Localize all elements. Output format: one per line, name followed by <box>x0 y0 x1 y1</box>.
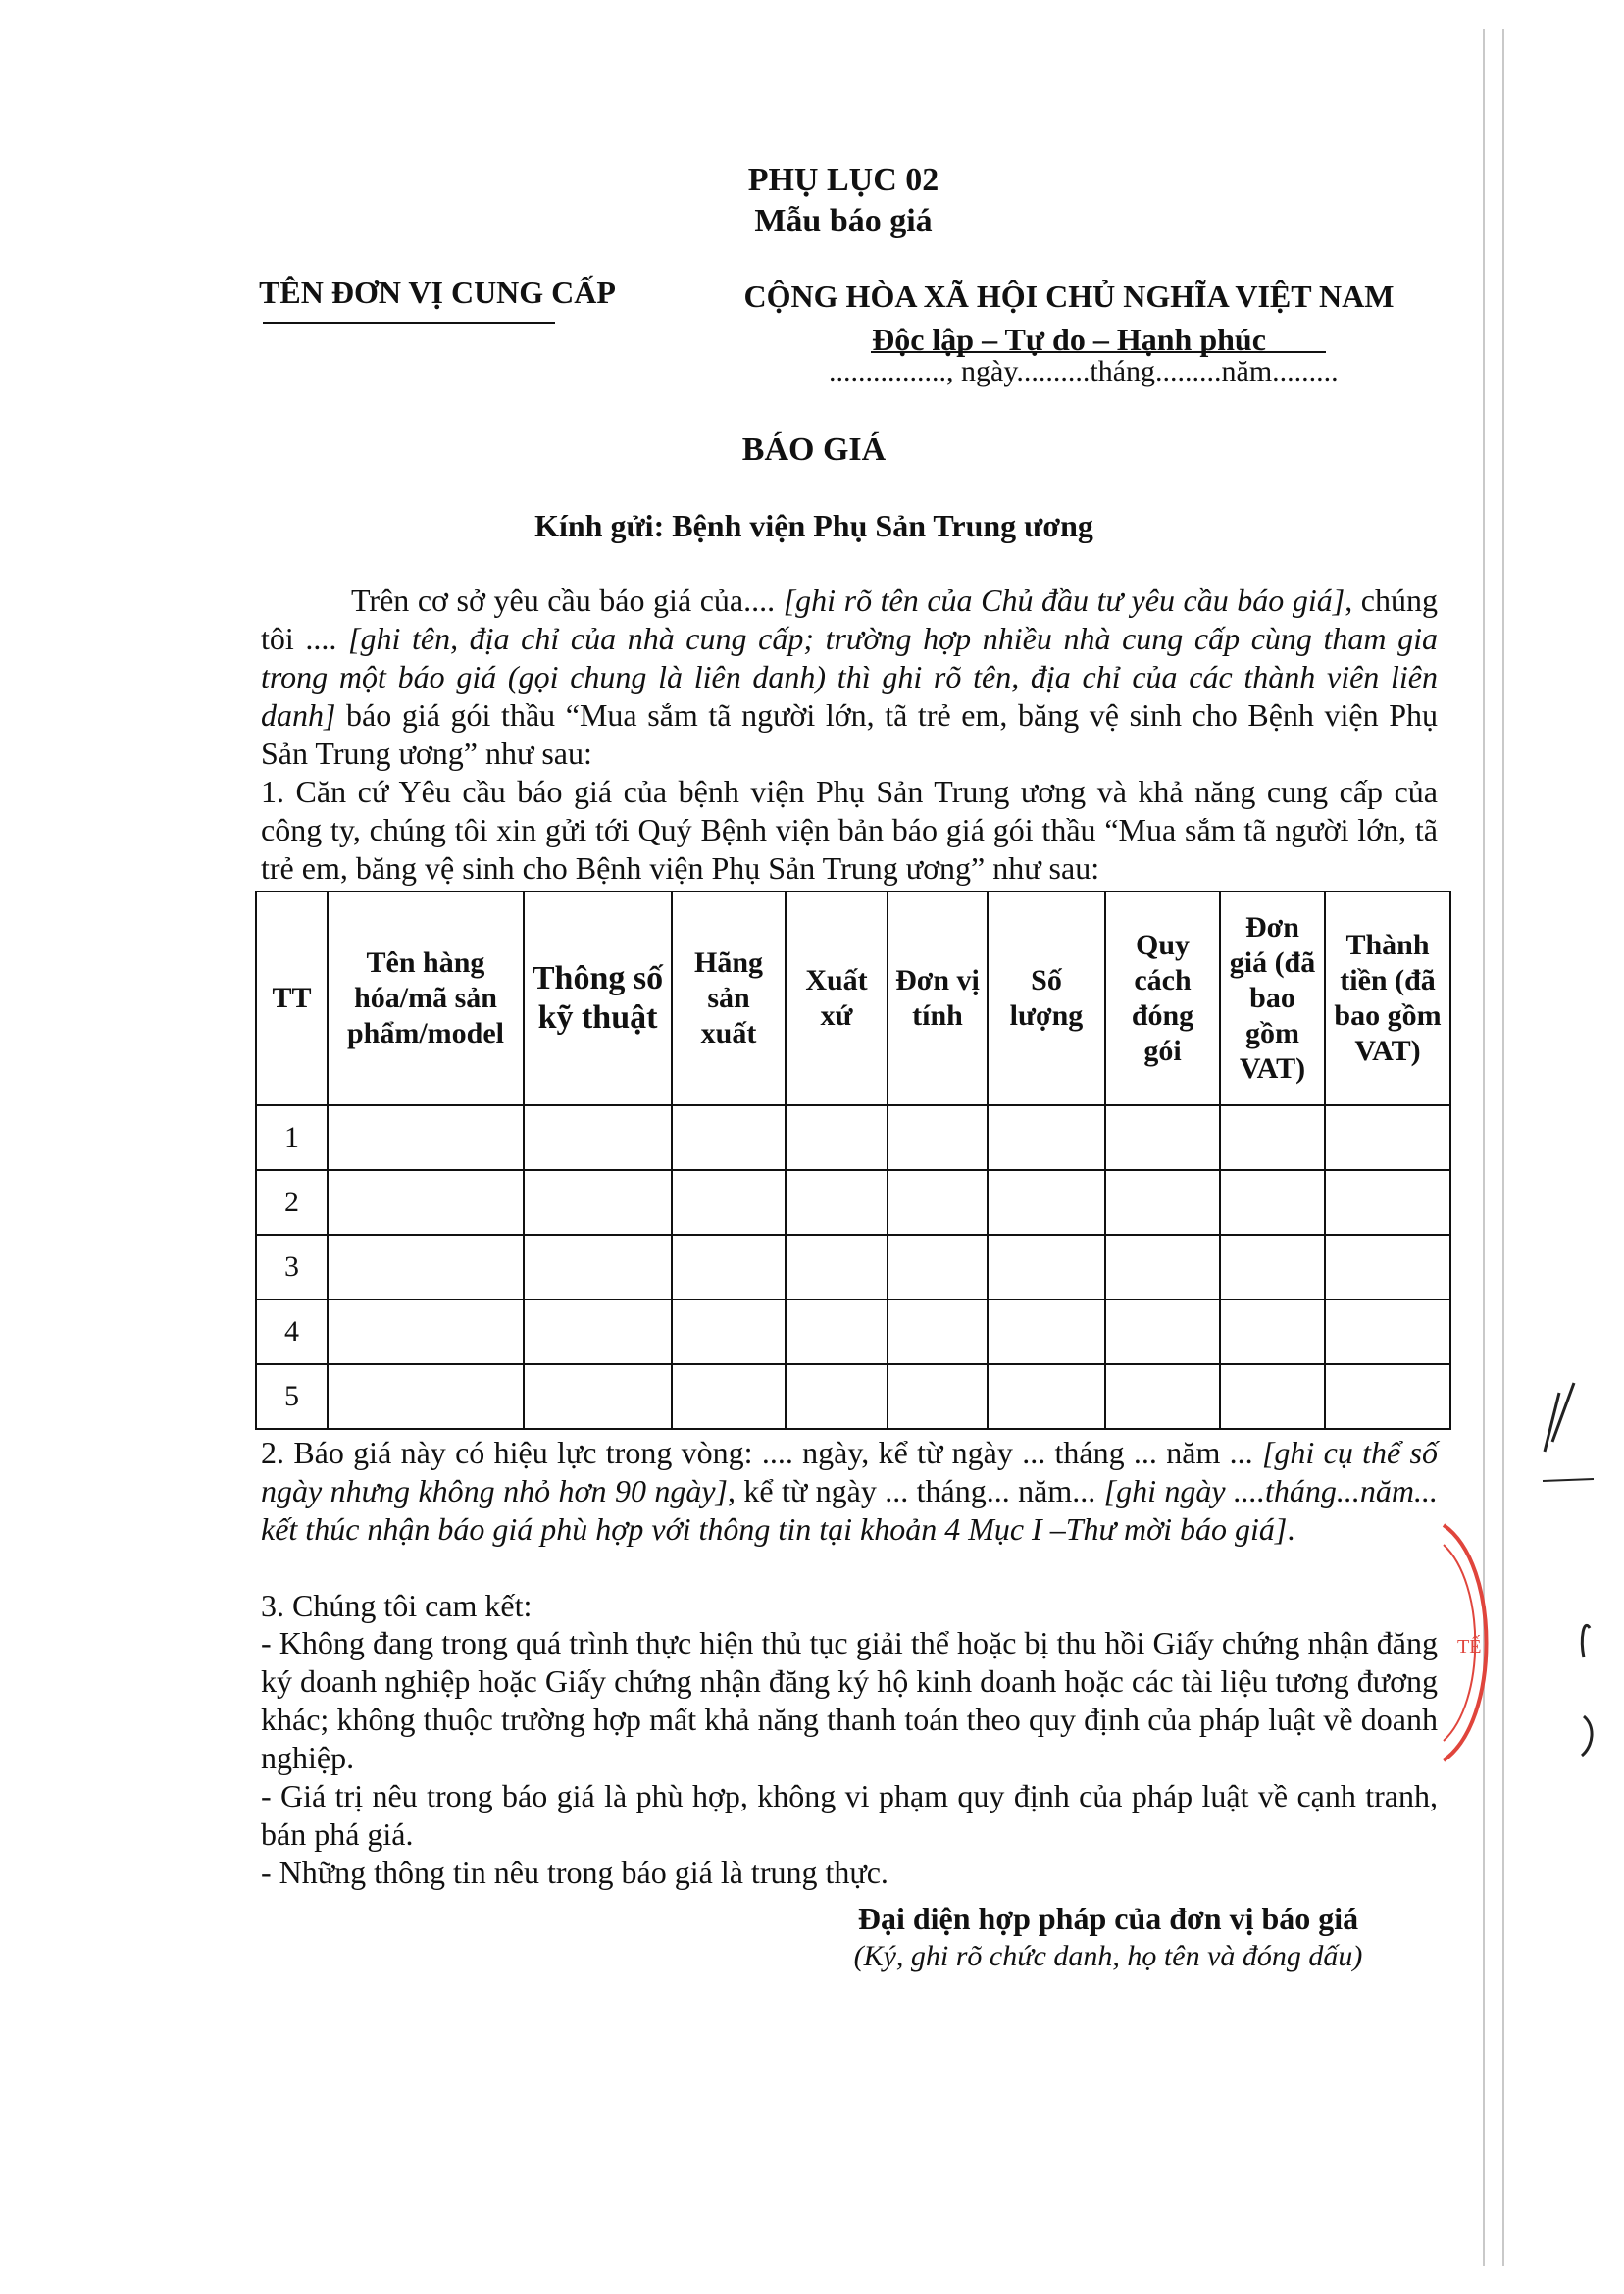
validity-text: , kể từ ngày ... tháng... năm... <box>728 1473 1104 1508</box>
commitment-item: - Giá trị nêu trong báo giá là phù hợp, không vi phạm quy định của pháp luật về cạnh tranh, bán phá giá. <box>261 1778 1438 1852</box>
table-cell <box>328 1364 524 1429</box>
intro-instruction: [ghi tên, địa chỉ của nhà cung cấp; trường hợp nhiều nhà cung cấp cùng tham gia trong một báo giá (gọi chung là liên danh) thì ghi rõ tên, địa chỉ của các thành viên liên danh] <box>261 621 1439 733</box>
validity-instruction: [ghi cụ thể số ngày nhưng không nhỏ hơn 90 ngày] <box>261 1435 1439 1508</box>
table-cell <box>1220 1364 1325 1429</box>
table-cell <box>672 1105 786 1170</box>
table-cell <box>1105 1300 1220 1364</box>
table-row <box>256 1170 1450 1235</box>
national-header <box>726 275 1412 361</box>
table-cell <box>1105 1170 1220 1235</box>
intro-instruction: [ghi rõ tên của Chủ đầu tư yêu cầu báo giá] <box>783 583 1345 618</box>
validity-instruction: [ghi ngày ....tháng...năm... kết thúc nhận báo giá phù hợp với thông tin tại khoản 4 Mục I –Thư mời báo giá] <box>261 1473 1439 1547</box>
table-cell <box>988 1300 1105 1364</box>
table-cell <box>1325 1364 1450 1429</box>
national-motto: Độc lập – Tự do – Hạnh phúc <box>872 322 1266 357</box>
signature-note: (Ký, ghi rõ chức danh, họ tên và đóng dấu) <box>853 1940 1363 1972</box>
table-cell <box>786 1364 888 1429</box>
table-cell <box>524 1300 672 1364</box>
col-header-unit: Đơn vị tính <box>888 892 988 1105</box>
commitment-item: - Những thông tin nêu trong báo giá là trung thực. <box>261 1855 888 1890</box>
commitment-item: - Không đang trong quá trình thực hiện thủ tục giải thể hoặc bị thu hồi Giấy chứng nhận đăng ký doanh nghiệp hoặc Giấy chứng nhận đăng ký hộ kinh doanh hoặc các tài liệu tương đương khác; không thuộc trường hợp mất khả năng thanh toán theo quy định của pháp luật về doanh nghiệp. <box>261 1625 1438 1775</box>
intro-text: Trên cơ sở yêu cầu báo giá của.... <box>351 583 784 618</box>
row-number: 5 <box>256 1364 328 1429</box>
motto-underline <box>871 351 1326 353</box>
validity-text: . <box>1287 1511 1295 1547</box>
row-number: 1 <box>256 1105 328 1170</box>
supplier-placeholder: TÊN ĐƠN VỊ CUNG CẤP <box>259 275 616 310</box>
table-cell <box>786 1300 888 1364</box>
appendix-heading <box>647 160 1040 242</box>
table-row <box>256 1235 1450 1300</box>
table-cell <box>672 1235 786 1300</box>
binding-edge-line <box>1502 29 1504 2266</box>
svg-text:TẾ: TẾ <box>1457 1636 1482 1657</box>
signature-title: Đại diện hợp pháp của đơn vị báo giá <box>857 1901 1359 1936</box>
quotation-table <box>255 891 1451 1430</box>
table-cell <box>672 1300 786 1364</box>
table-cell <box>888 1235 988 1300</box>
table-cell <box>672 1364 786 1429</box>
table-cell <box>1105 1105 1220 1170</box>
supplier-underline <box>263 322 555 324</box>
country-name: CỘNG HÒA XÃ HỘI CHỦ NGHĨA VIỆT NAM <box>743 279 1395 314</box>
table-cell <box>524 1364 672 1429</box>
row-number: 2 <box>256 1170 328 1235</box>
table-cell <box>786 1170 888 1235</box>
table-row <box>256 1300 1450 1364</box>
table-cell <box>1105 1235 1220 1300</box>
appendix-number: PHỤ LỤC 02 <box>747 162 939 198</box>
table-cell <box>1220 1235 1325 1300</box>
stamp-fragment <box>1442 1515 1500 1770</box>
col-header-total: Thành tiền (đã bao gồm VAT) <box>1325 892 1450 1105</box>
table-cell <box>524 1170 672 1235</box>
table-row <box>256 1364 1450 1429</box>
col-header-pack: Quy cách đóng gói <box>1105 892 1220 1105</box>
recipient-line: Kính gửi: Bệnh viện Phụ Sản Trung ương <box>534 508 1093 543</box>
table-cell <box>888 1170 988 1235</box>
table-cell <box>672 1170 786 1235</box>
validity-paragraph <box>261 1434 1438 1549</box>
intro-paragraph <box>261 582 1438 773</box>
table-cell <box>786 1235 888 1300</box>
col-header-spec: Thông số kỹ thuật <box>524 892 672 1105</box>
binding-edge-line <box>1483 29 1485 2266</box>
item-1-paragraph: 1. Căn cứ Yêu cầu báo giá của bệnh viện Phụ Sản Trung ương và khả năng cung cấp của công ty, chúng tôi xin gửi tới Quý Bệnh viện bản báo giá gói thầu “Mua sắm tã người lớn, tã trẻ em, băng vệ sinh cho Bệnh viện Phụ Sản Trung ương” như sau: <box>261 774 1438 886</box>
col-header-origin: Xuất xứ <box>786 892 888 1105</box>
pen-marks <box>1525 1373 1613 1785</box>
table-cell <box>988 1170 1105 1235</box>
col-header-qty: Số lượng <box>988 892 1105 1105</box>
table-cell <box>328 1170 524 1235</box>
form-name: Mẫu báo giá <box>754 203 933 239</box>
table-cell <box>888 1300 988 1364</box>
table-cell <box>1220 1170 1325 1235</box>
table-cell <box>1220 1300 1325 1364</box>
intro-text: , chúng tôi .... <box>261 583 1439 656</box>
table-cell <box>988 1364 1105 1429</box>
table-cell <box>988 1105 1105 1170</box>
row-number: 4 <box>256 1300 328 1364</box>
table-cell <box>1220 1105 1325 1170</box>
table-cell <box>524 1235 672 1300</box>
table-cell <box>786 1105 888 1170</box>
table-header-row <box>256 892 1450 1105</box>
col-header-maker: Hãng sản xuất <box>672 892 786 1105</box>
table-cell <box>1325 1235 1450 1300</box>
col-header-price: Đơn giá (đã bao gồm VAT) <box>1220 892 1325 1105</box>
table-cell <box>988 1235 1105 1300</box>
commitment-list <box>261 1624 1438 1892</box>
table-cell <box>1325 1105 1450 1170</box>
table-cell <box>1325 1300 1450 1364</box>
table-cell <box>328 1300 524 1364</box>
row-number: 3 <box>256 1235 328 1300</box>
col-header-tt: TT <box>256 892 328 1105</box>
validity-text: 2. Báo giá này có hiệu lực trong vòng: .... ngày, kể từ ngày ... tháng ... năm ... <box>261 1435 1262 1470</box>
table-cell <box>524 1105 672 1170</box>
col-header-name: Tên hàng hóa/mã sản phẩm/model <box>328 892 524 1105</box>
table-cell <box>328 1235 524 1300</box>
commitment-heading: 3. Chúng tôi cam kết: <box>261 1588 533 1623</box>
table-cell <box>888 1105 988 1170</box>
table-row <box>256 1105 1450 1170</box>
table-cell <box>1105 1364 1220 1429</box>
intro-text: báo giá gói thầu “Mua sắm tã người lớn, tã trẻ em, băng vệ sinh cho Bệnh viện Phụ Sản Trung ương” như sau: <box>261 697 1438 771</box>
table-cell <box>888 1364 988 1429</box>
document-title: BÁO GIÁ <box>741 432 887 468</box>
table-cell <box>1325 1170 1450 1235</box>
place-date-line: ................, ngày..........tháng.........năm......... <box>829 355 1339 387</box>
table-cell <box>328 1105 524 1170</box>
